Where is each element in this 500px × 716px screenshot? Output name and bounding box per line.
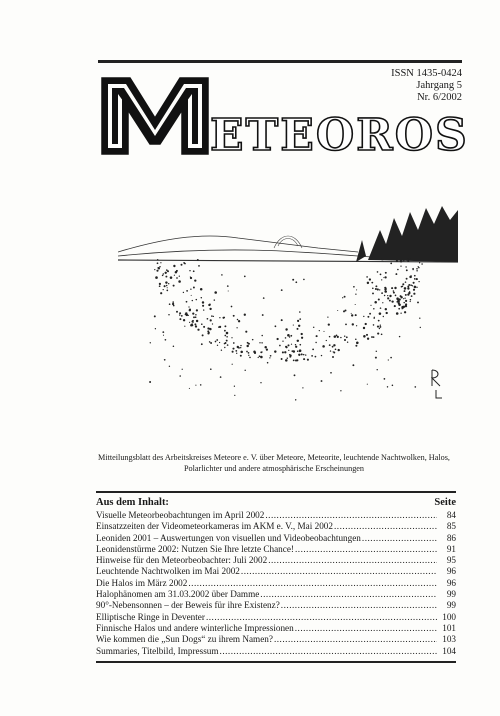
toc-item [96, 578, 456, 589]
toc-item-page: 100 [442, 611, 456, 622]
toc-item-page: 101 [442, 622, 456, 633]
toc-item-title: Wie kommen die „Sun Dogs“ zu ihrem Namen? [96, 634, 273, 645]
dot-leader [260, 589, 437, 600]
toc-header [96, 496, 456, 509]
toc-item-page: 84 [446, 510, 456, 520]
toc-item-title: Die Halos im März 2002 [96, 577, 188, 588]
toc-item-title: Leuchtende Nachtwolken im Mai 2002 [96, 566, 240, 577]
table-of-contents [96, 491, 456, 663]
meteor-halo-dots [149, 257, 423, 400]
toc-item-page: 95 [446, 555, 456, 566]
toc-item-title: Einsatzzeiten der Videometeorkameras im AKM e. V., Mai 2002 [96, 521, 333, 532]
toc-list [96, 510, 456, 657]
toc-item-page: 103 [442, 634, 456, 645]
toc-item-title: Visuelle Meteorbeobachtungen im April 2002 [96, 510, 265, 520]
toc-item-title: Summaries, Titelbild, Impressum [96, 645, 219, 656]
toc-heading: Aus dem Inhalt: [96, 497, 169, 508]
toc-item-page: 96 [446, 577, 456, 588]
meteoros-m-logo [100, 76, 210, 156]
toc-item-title: Halophänomen am 31.03.2002 über Damme [96, 589, 260, 600]
toc-page-heading: Seite [434, 497, 456, 508]
toc-item-title: Leonidenstürme 2002: Nutzen Sie Ihre letzte Chance! [96, 543, 294, 554]
toc-item [96, 600, 456, 611]
toc-item-title: Elliptische Ringe in Deventer [96, 611, 205, 622]
dot-leader [362, 533, 437, 544]
toc-item-page: 96 [446, 566, 456, 577]
volume: Jahrgang 5 [416, 80, 462, 91]
issn-number: ISSN 1435-0424 [391, 68, 462, 79]
magazine-title: ETEOROS [210, 110, 469, 161]
toc-item-page: 85 [446, 521, 456, 532]
toc-item [96, 646, 456, 657]
issue-number: Nr. 6/2002 [417, 92, 462, 103]
dot-leader [295, 544, 437, 555]
toc-item [96, 634, 456, 645]
dot-leader [295, 623, 437, 634]
toc-item [96, 612, 456, 623]
dot-leader [268, 555, 437, 566]
dot-leader [220, 646, 437, 657]
toc-item-title: Leoniden 2001 – Auswertungen von visuellen und Videobeobachtungen [96, 532, 361, 543]
signature [432, 370, 442, 398]
dot-leader [241, 566, 437, 577]
dot-leader [281, 600, 437, 611]
toc-item-page: 86 [446, 532, 456, 543]
dot-leader [274, 634, 437, 645]
toc-item-title: 90°-Nebensonnen – der Beweis für ihre Existenz? [96, 600, 280, 611]
toc-item [96, 589, 456, 600]
tagline: Mitteilungsblatt des Arbeitskreises Meteore e. V. über Meteore, Meteorite, leuchtende Nachtwolken, Halos, Polarlichter und andere atmosphärische Erscheinungen [98, 453, 450, 473]
dot-leader [206, 612, 437, 623]
toc-item [96, 521, 456, 532]
issn-block [391, 68, 462, 104]
toc-item [96, 544, 456, 555]
toc-item-page: 99 [446, 600, 456, 611]
toc-item-title: Finnische Halos und andere winterliche Impressionen [96, 622, 294, 633]
dot-leader [188, 578, 437, 589]
toc-item [96, 510, 456, 521]
cover-illustration [118, 200, 458, 408]
toc-item-title: Hinweise für den Meteorbeobachter: Juli 2002 [96, 555, 268, 566]
toc-item [96, 566, 456, 577]
horizon-glow [274, 236, 302, 248]
toc-item-page: 91 [446, 543, 456, 554]
toc-item-page: 99 [446, 589, 456, 600]
dot-leader [265, 510, 437, 521]
header-rule [98, 60, 462, 63]
tree-line [356, 206, 458, 262]
toc-item [96, 623, 456, 634]
toc-item [96, 555, 456, 566]
dot-leader [334, 521, 437, 532]
toc-item [96, 533, 456, 544]
toc-item-page: 104 [442, 645, 456, 656]
